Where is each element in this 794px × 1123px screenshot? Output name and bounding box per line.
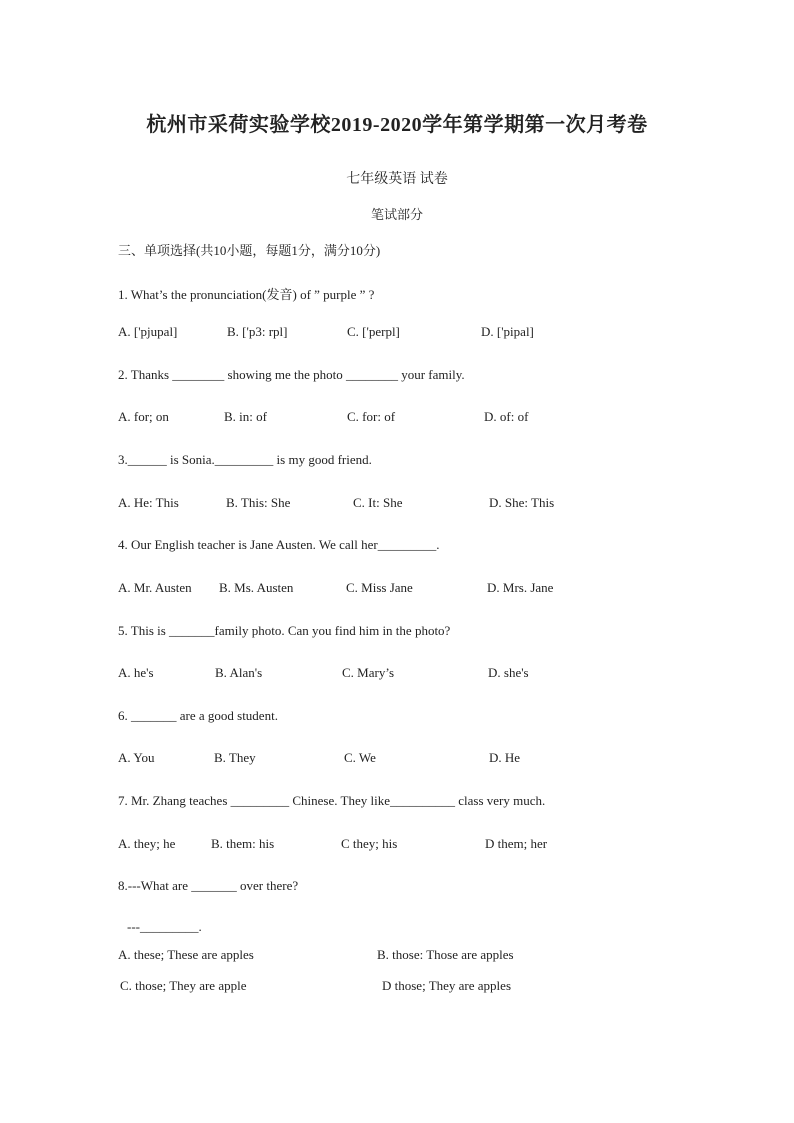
question-1-stem: 1. What’s the pronunciation(发音) of ” purple ” ? bbox=[118, 287, 375, 302]
q2-option-a: A. for; on bbox=[118, 409, 169, 424]
q6-option-b: B. They bbox=[214, 750, 256, 765]
question-8-stem: 8.---What are _______ over there? bbox=[118, 878, 299, 893]
q5-option-c: C. Mary’s bbox=[342, 665, 394, 680]
question-6-stem: 6. _______ are a good student. bbox=[118, 708, 278, 723]
q8-option-a: A. these; These are apples bbox=[118, 947, 254, 962]
question-7-stem: 7. Mr. Zhang teaches _________ Chinese. They like__________ class very much. bbox=[118, 793, 546, 808]
q2-option-d: D. of: of bbox=[484, 409, 529, 424]
question-5-stem: 5. This is _______family photo. Can you find him in the photo? bbox=[118, 623, 451, 638]
section-note: 笔试部分 bbox=[370, 207, 423, 222]
section-heading: 三、单项选择(共10小题，每题1分，满分10分) bbox=[118, 243, 381, 258]
q7-option-d: D them; her bbox=[485, 836, 548, 851]
q8-option-c: C. those; They are apple bbox=[120, 978, 247, 993]
q1-option-d: D. ['pipal] bbox=[481, 324, 534, 339]
question-2-stem: 2. Thanks ________ showing me the photo ________ your family. bbox=[118, 367, 465, 382]
q4-option-a: A. Mr. Austen bbox=[118, 580, 192, 595]
q7-option-c: C they; his bbox=[341, 836, 398, 851]
q1-option-c: C. ['perpl] bbox=[347, 324, 400, 339]
q5-option-d: D. she's bbox=[488, 665, 529, 680]
q5-option-b: B. Alan's bbox=[215, 665, 263, 680]
exam-title: 杭州市采荷实验学校2019-2020学年第学期第一次月考卷 bbox=[146, 114, 648, 136]
q4-option-b: B. Ms. Austen bbox=[219, 580, 294, 595]
q2-option-b: B. in: of bbox=[224, 409, 267, 424]
q6-option-c: C. We bbox=[344, 750, 376, 765]
q1-option-a: A. ['pjupal] bbox=[118, 324, 178, 339]
q4-option-c: C. Miss Jane bbox=[346, 580, 413, 595]
q3-option-c: C. It: She bbox=[353, 495, 403, 510]
q3-option-d: D. She: This bbox=[489, 495, 555, 510]
q1-option-b: B. ['p3: rpl] bbox=[227, 324, 288, 339]
q5-option-a: A. he's bbox=[118, 665, 154, 680]
question-4-stem: 4. Our English teacher is Jane Austen. We call her_________. bbox=[118, 537, 440, 552]
q3-option-b: B. This: She bbox=[226, 495, 291, 510]
q8-answer-line: ---_________. bbox=[127, 919, 202, 934]
q8-option-d: D those; They are apples bbox=[382, 978, 511, 993]
q8-option-b: B. those: Those are apples bbox=[377, 947, 514, 962]
q6-option-a: A. You bbox=[118, 750, 155, 765]
q3-option-a: A. He: This bbox=[118, 495, 179, 510]
question-3-stem: 3.______ is Sonia._________ is my good friend. bbox=[118, 452, 372, 467]
q6-option-d: D. He bbox=[489, 750, 521, 765]
q2-option-c: C. for: of bbox=[347, 409, 396, 424]
q4-option-d: D. Mrs. Jane bbox=[487, 580, 554, 595]
q7-option-b: B. them: his bbox=[211, 836, 275, 851]
q7-option-a: A. they; he bbox=[118, 836, 176, 851]
exam-subtitle: 七年级英语 试卷 bbox=[346, 172, 448, 187]
